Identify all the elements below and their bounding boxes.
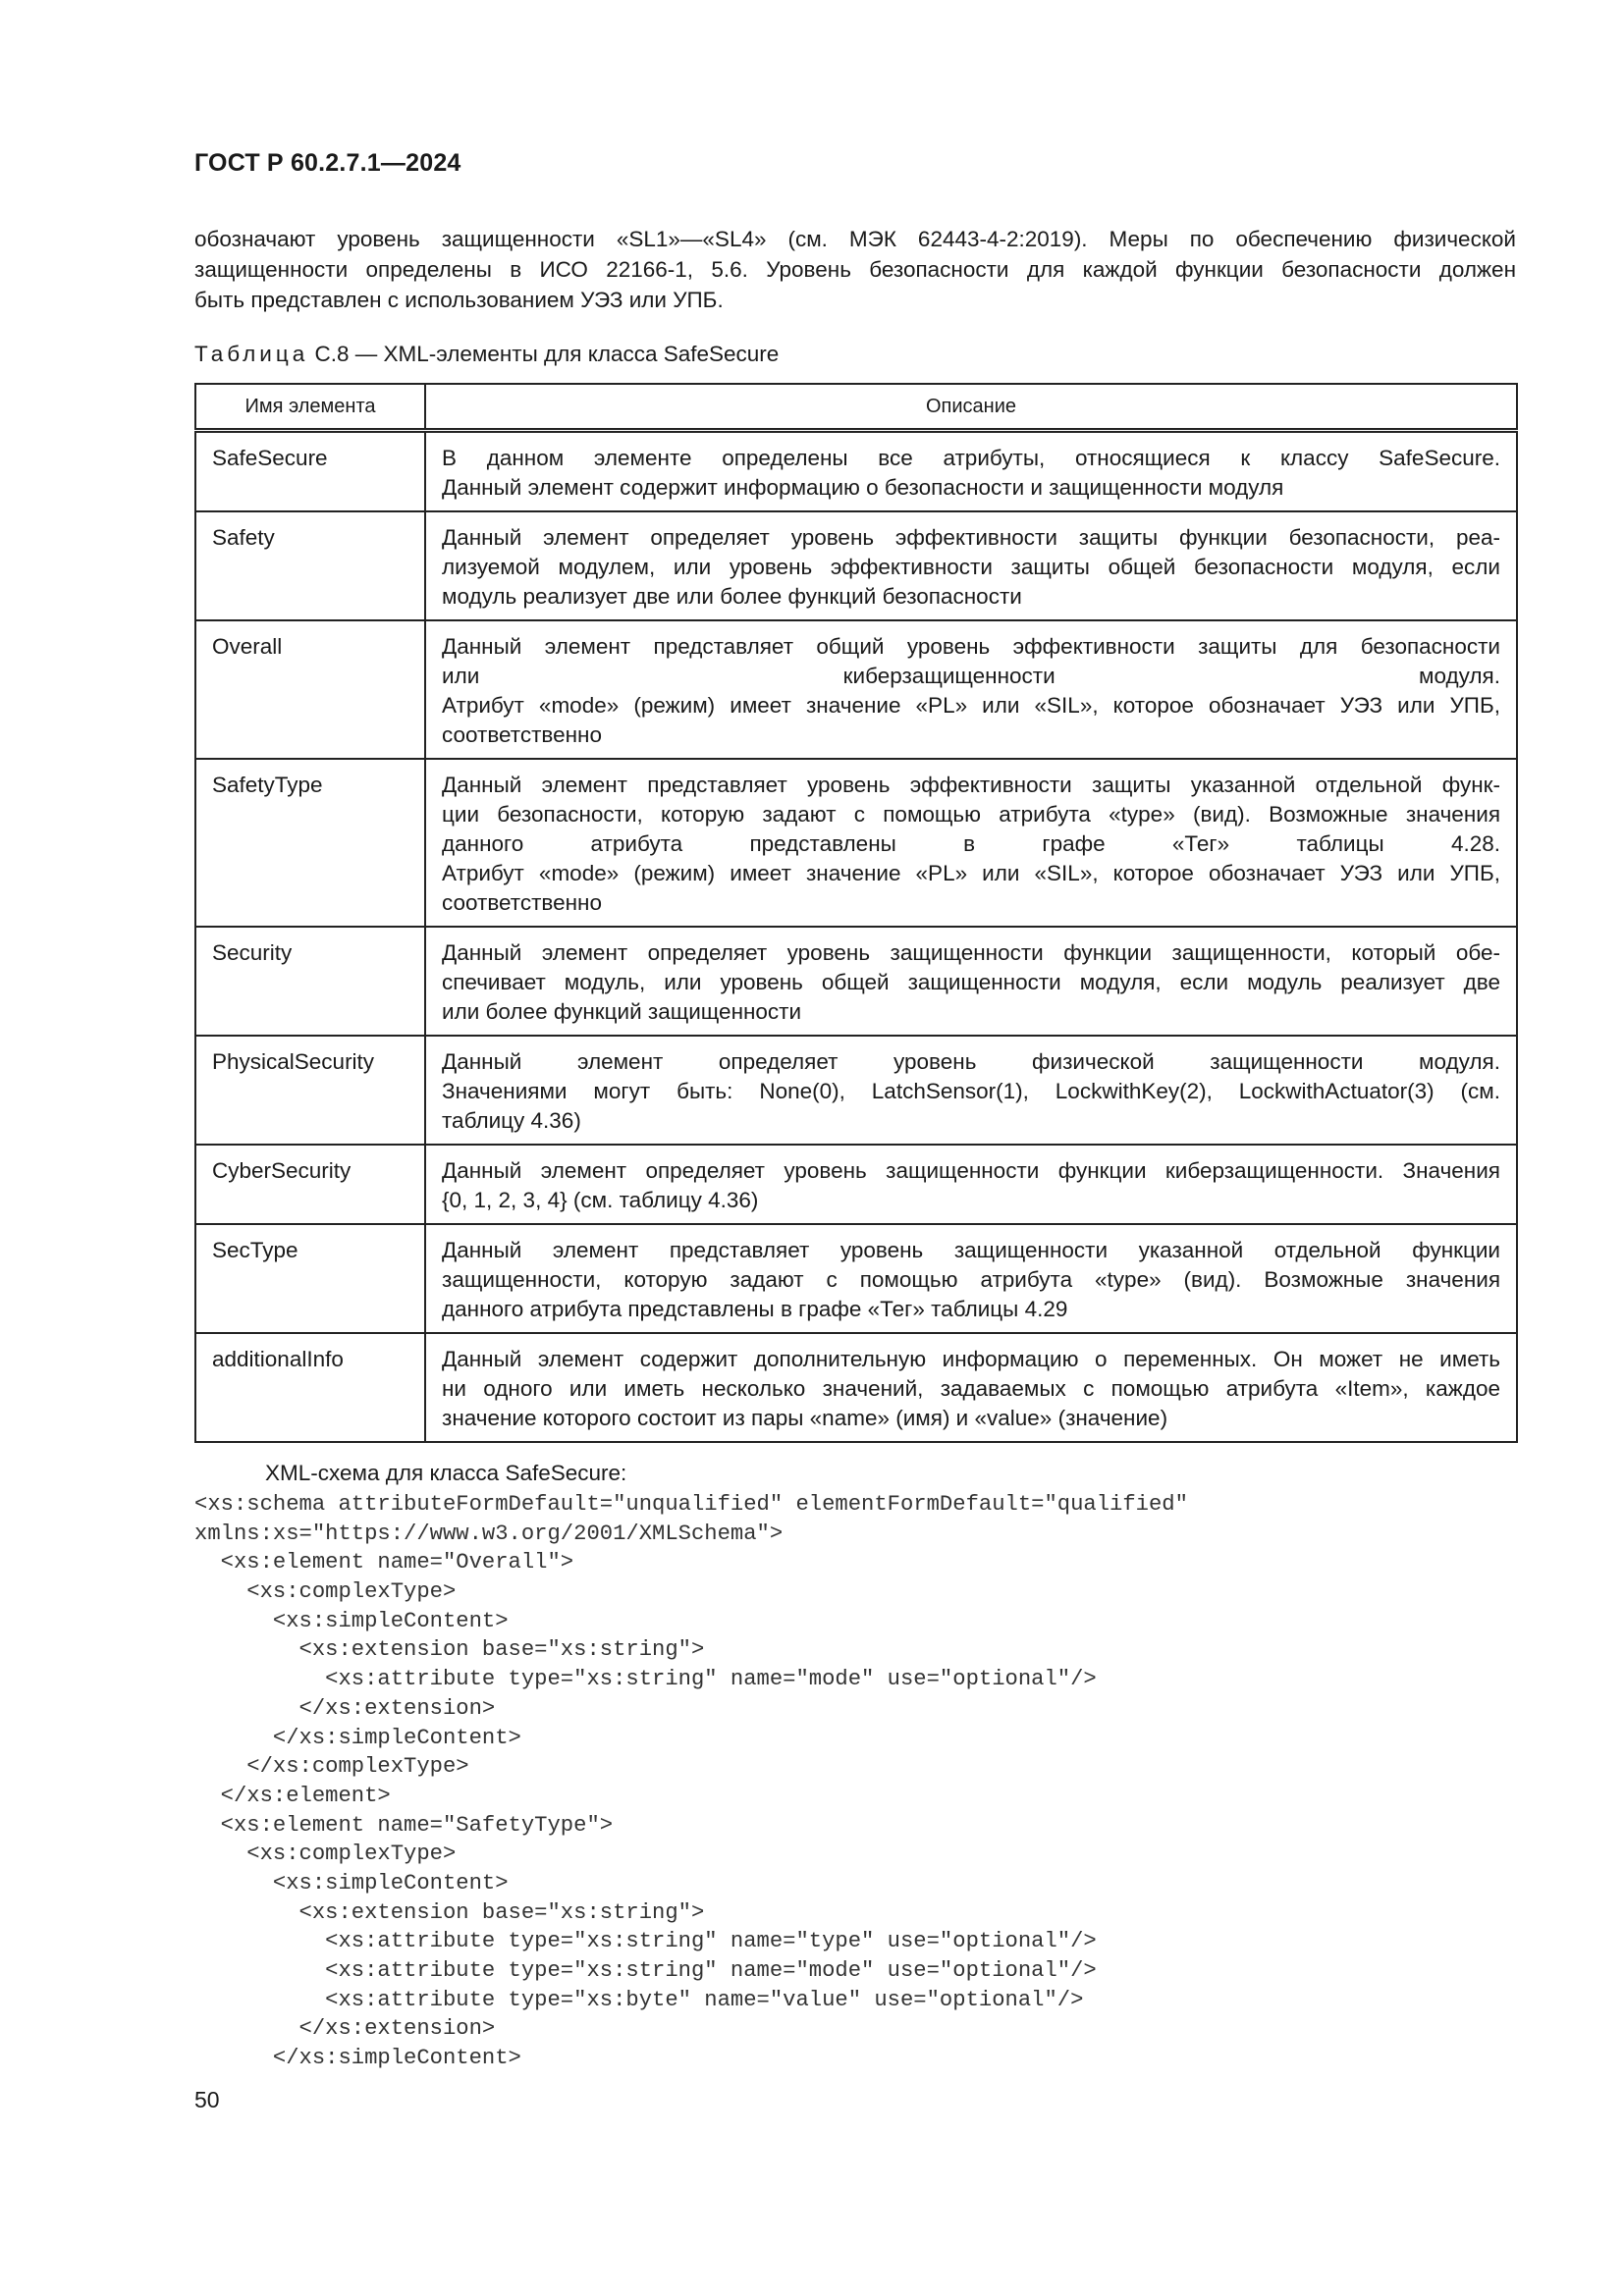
intro-line: быть представлен с использованием УЭЗ или УПБ.	[194, 288, 724, 312]
element-description-cell	[425, 1036, 1517, 1145]
elements-table	[194, 383, 1518, 1443]
description-line: Значениями могут быть: None(0), LatchSensor(1), LockwithKey(2), LockwithActuator(3) (см.	[442, 1079, 1500, 1103]
description-line: спечивает модуль, или уровень общей защищенности модуля, если модуль реализует две	[442, 970, 1500, 994]
code-line: <xs:complexType>	[194, 1842, 457, 1867]
code-line: <xs:element name="Overall">	[194, 1550, 574, 1575]
intro-line: защищенности определены в ИСО 22166-1, 5.6. Уровень безопасности для каждой функции безопасности должен	[194, 257, 1516, 282]
code-line: <xs:element name="SafetyType">	[194, 1812, 614, 1838]
table-caption-text: C.8 — XML-элементы для класса SafeSecure	[314, 342, 780, 366]
schema-title: XML-схема для класса SafeSecure:	[265, 1461, 627, 1485]
code-line: <xs:complexType>	[194, 1579, 457, 1605]
description-line: Данный элемент представляет уровень защищенности указанной отдельной функции	[442, 1238, 1500, 1262]
description-line: Данный элемент представляет уровень эффективности защиты указанной отдельной функ-	[442, 773, 1500, 797]
description-line: Данный элемент представляет общий уровень эффективности защиты для безопасности	[442, 634, 1500, 659]
description-line: Данный элемент содержит дополнительную информацию о переменных. Он может не иметь	[442, 1347, 1500, 1371]
element-description-cell	[425, 1333, 1517, 1442]
table-row	[195, 431, 1517, 512]
table-row	[195, 620, 1517, 759]
code-line: </xs:extension>	[194, 1695, 496, 1721]
column-header-name: Имя элемента	[195, 384, 425, 431]
code-line: <xs:simpleContent>	[194, 1870, 509, 1896]
table-row	[195, 1145, 1517, 1224]
code-line: <xs:attribute type="xs:string" name="mode" use="optional"/>	[194, 1958, 1097, 1983]
element-name-cell: SafetyType	[195, 759, 425, 927]
element-name-cell: CyberSecurity	[195, 1145, 425, 1224]
table-caption	[194, 342, 779, 367]
description-line: Данный элемент содержит информацию о безопасности и защищенности модуля	[442, 475, 1284, 500]
element-name-cell: Safety	[195, 511, 425, 620]
description-line: Данный элемент определяет уровень защищенности функции защищенности, который обе-	[442, 940, 1500, 965]
element-name-cell: Overall	[195, 620, 425, 759]
description-line: или более функций защищенности	[442, 999, 802, 1024]
code-line: <xs:attribute type="xs:string" name="mode" use="optional"/>	[194, 1667, 1097, 1692]
description-line: Атрибут «mode» (режим) имеет значение «PL» или «SIL», которое обозначает УЭЗ или УПБ,	[442, 693, 1500, 718]
code-line: <xs:extension base="xs:string">	[194, 1899, 705, 1925]
xml-code-block	[194, 1490, 1188, 2073]
element-description-cell	[425, 1145, 1517, 1224]
code-line: <xs:schema attributeFormDefault="unqualified" elementFormDefault="qualified"	[194, 1492, 1188, 1517]
code-line: <xs:extension base="xs:string">	[194, 1637, 705, 1663]
description-line: соответственно	[442, 722, 602, 747]
description-line: ни одного или иметь несколько значений, задаваемых с помощью атрибута «Item», каждое	[442, 1376, 1500, 1401]
intro-line: обозначают уровень защищенности «SL1»—«SL4» (см. МЭК 62443-4-2:2019). Меры по обеспечению физической	[194, 227, 1516, 251]
element-name-cell: Security	[195, 927, 425, 1036]
element-description-cell	[425, 1224, 1517, 1333]
element-description-cell	[425, 759, 1517, 927]
table-caption-prefix: Таблица	[194, 342, 309, 366]
code-line: </xs:simpleContent>	[194, 1725, 521, 1750]
table-row	[195, 511, 1517, 620]
table-row	[195, 1224, 1517, 1333]
description-line: лизуемой модулем, или уровень эффективности защиты общей безопасности модуля, если	[442, 555, 1500, 579]
code-line: xmlns:xs="https://www.w3.org/2001/XMLSchema">	[194, 1521, 784, 1546]
table-body	[195, 431, 1517, 1443]
document-header: ГОСТ Р 60.2.7.1—2024	[194, 149, 461, 177]
table-row	[195, 927, 1517, 1036]
intro-paragraph	[194, 224, 1516, 315]
table-row	[195, 1333, 1517, 1442]
description-line: ции безопасности, которую задают с помощью атрибута «type» (вид). Возможные значения	[442, 802, 1500, 827]
description-line: данного атрибута представлены в графе «Тег» таблицы 4.28.	[442, 831, 1500, 856]
description-line: Атрибут «mode» (режим) имеет значение «PL» или «SIL», которое обозначает УЭЗ или УПБ,	[442, 861, 1500, 885]
page-number: 50	[194, 2087, 220, 2112]
code-line: </xs:element>	[194, 1783, 391, 1808]
code-line: <xs:simpleContent>	[194, 1608, 509, 1633]
description-line: значение которого состоит из пары «name» (имя) и «value» (значение)	[442, 1406, 1168, 1430]
description-line: Данный элемент определяет уровень защищенности функции киберзащищенности. Значения	[442, 1158, 1500, 1183]
element-description-cell	[425, 511, 1517, 620]
description-line: модуль реализует две или более функций безопасности	[442, 584, 1022, 609]
element-name-cell: SafeSecure	[195, 431, 425, 512]
description-line: Данный элемент определяет уровень физической защищенности модуля.	[442, 1049, 1500, 1074]
code-line: <xs:attribute type="xs:string" name="type" use="optional"/>	[194, 1929, 1097, 1954]
element-name-cell: PhysicalSecurity	[195, 1036, 425, 1145]
code-line: </xs:simpleContent>	[194, 2046, 521, 2071]
description-line: или киберзащищенности модуля.	[442, 664, 1500, 688]
description-line: В данном элементе определены все атрибуты, относящиеся к классу SafeSecure.	[442, 446, 1500, 470]
description-line: соответственно	[442, 890, 602, 915]
description-line: защищенности, которую задают с помощью атрибута «type» (вид). Возможные значения	[442, 1267, 1500, 1292]
element-description-cell	[425, 431, 1517, 512]
description-line: таблицу 4.36)	[442, 1108, 581, 1133]
table-row	[195, 759, 1517, 927]
table-row	[195, 1036, 1517, 1145]
element-name-cell: SecType	[195, 1224, 425, 1333]
element-name-cell: additionalInfo	[195, 1333, 425, 1442]
code-line: <xs:attribute type="xs:byte" name="value" use="optional"/>	[194, 1987, 1084, 2012]
description-line: Данный элемент определяет уровень эффективности защиты функции безопасности, реа-	[442, 525, 1500, 550]
description-line: данного атрибута представлены в графе «Тег» таблицы 4.29	[442, 1297, 1068, 1321]
element-description-cell	[425, 927, 1517, 1036]
code-line: </xs:complexType>	[194, 1754, 469, 1780]
code-line: </xs:extension>	[194, 2016, 496, 2042]
element-description-cell	[425, 620, 1517, 759]
column-header-description: Описание	[425, 384, 1517, 431]
description-line: {0, 1, 2, 3, 4} (см. таблицу 4.36)	[442, 1188, 759, 1212]
table-header-row	[195, 384, 1517, 431]
